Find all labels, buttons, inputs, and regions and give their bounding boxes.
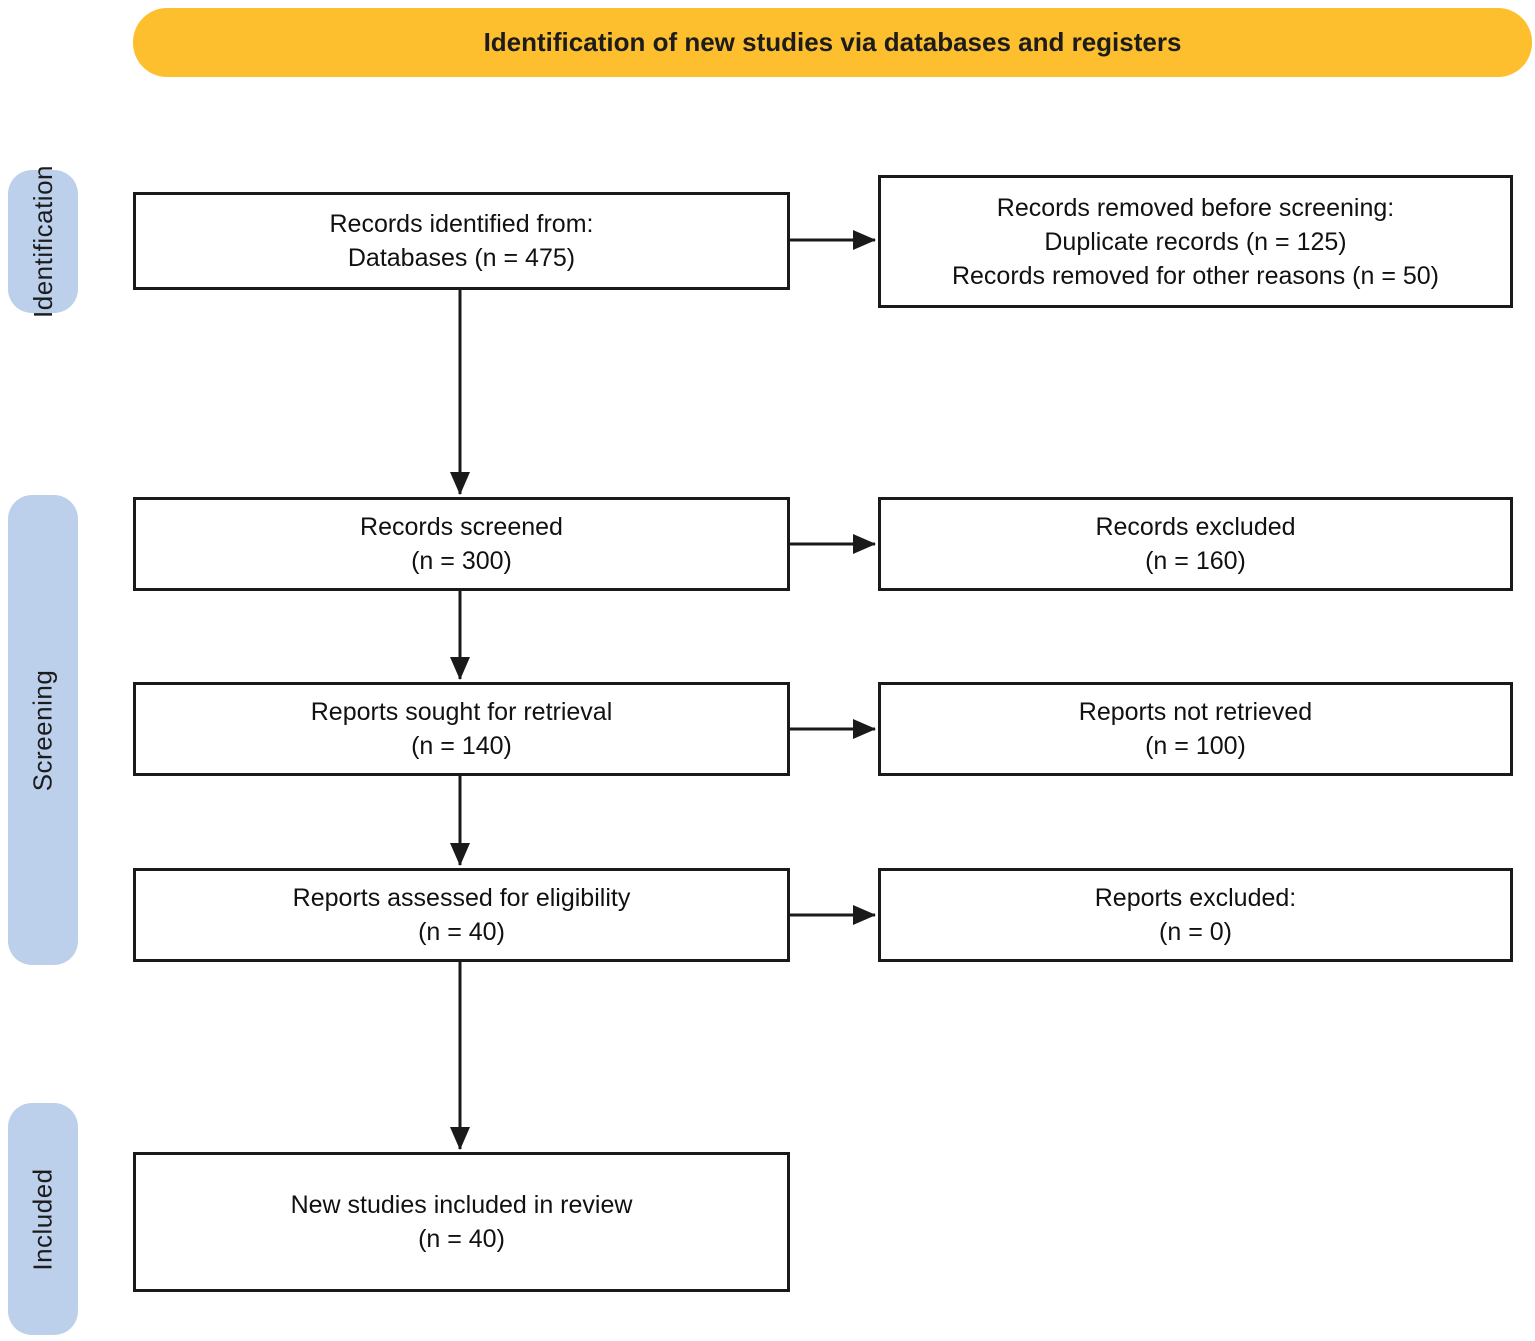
box-text-line: Records identified from: bbox=[329, 210, 594, 238]
box-text-line: (n = 140) bbox=[411, 732, 512, 760]
box-text-line: (n = 100) bbox=[1145, 732, 1246, 760]
side-label-identification bbox=[8, 165, 78, 318]
box-records-screened bbox=[133, 497, 790, 591]
box-reports-excluded bbox=[878, 868, 1513, 962]
box-text-line: Reports not retrieved bbox=[1078, 698, 1313, 726]
box-text-line: (n = 300) bbox=[411, 547, 512, 575]
side-label-screening-text: Screening bbox=[27, 669, 58, 791]
box-reports-assessed bbox=[133, 868, 790, 962]
side-label-identification-text: Identification bbox=[27, 165, 58, 318]
box-records-excluded bbox=[878, 497, 1513, 591]
box-text-line: (n = 0) bbox=[1159, 918, 1232, 946]
side-label-included-text: Included bbox=[27, 1167, 58, 1271]
box-text-line: Records excluded bbox=[1095, 513, 1296, 541]
box-records-identified bbox=[133, 192, 790, 290]
box-new-studies-included bbox=[133, 1152, 790, 1292]
box-reports-sought bbox=[133, 682, 790, 776]
side-label-included bbox=[8, 1103, 78, 1335]
side-label-screening bbox=[8, 495, 78, 965]
box-text-line: Databases (n = 475) bbox=[347, 244, 576, 272]
box-reports-not-retrieved bbox=[878, 682, 1513, 776]
header-title: Identification of new studies via databases and registers bbox=[483, 27, 1182, 57]
box-records-removed bbox=[878, 175, 1513, 308]
box-text-line: New studies included in review bbox=[290, 1191, 633, 1219]
box-text-line: (n = 40) bbox=[418, 1225, 505, 1253]
box-text-line: Duplicate records (n = 125) bbox=[1044, 227, 1347, 256]
box-text-line: Records removed before screening: bbox=[996, 193, 1395, 222]
box-text-line: Reports excluded: bbox=[1094, 884, 1297, 912]
box-text-line: (n = 40) bbox=[418, 918, 505, 946]
box-text-line: Records removed for other reasons (n = 50) bbox=[951, 261, 1440, 290]
box-text-line: Reports assessed for eligibility bbox=[292, 884, 631, 912]
box-text-line: Reports sought for retrieval bbox=[310, 698, 613, 726]
box-text-line: (n = 160) bbox=[1145, 547, 1246, 575]
box-text-line: Records screened bbox=[360, 513, 563, 541]
header-banner bbox=[133, 8, 1532, 77]
